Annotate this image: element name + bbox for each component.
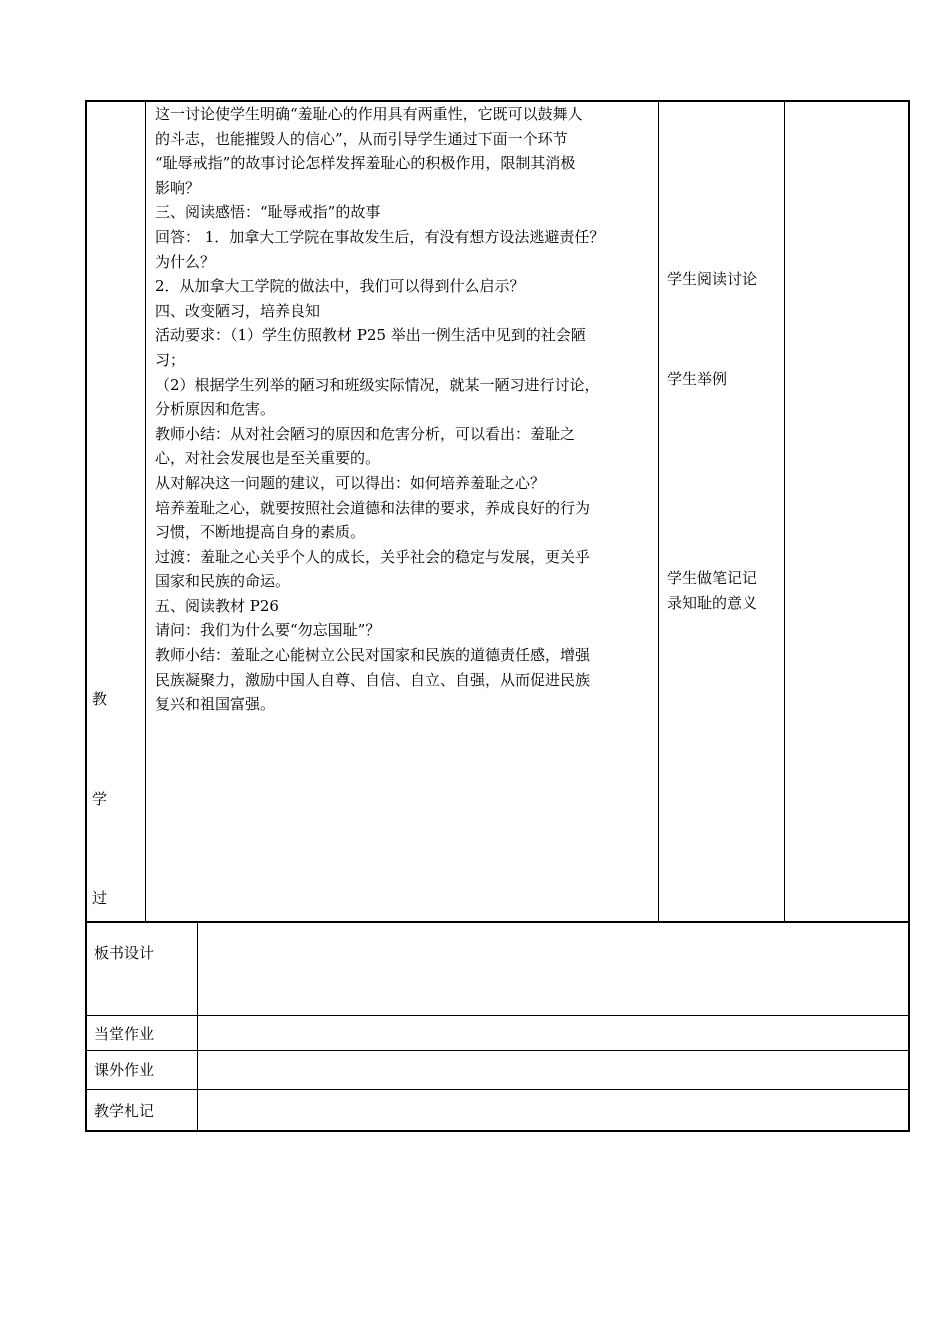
process-label-char-2: 学 (92, 790, 108, 808)
row-divider-top-section (85, 921, 910, 923)
process-label-char-3: 过 (92, 889, 108, 907)
board-design-label: 板书设计 (94, 944, 155, 962)
content-line: 为什么？ (155, 252, 216, 271)
content-line: 国家和民族的命运。 (155, 572, 291, 591)
content-line: 2．从加拿大工学院的做法中，我们可以得到什么启示？ (155, 277, 525, 296)
content-line: 复兴和祖国富强。 (155, 695, 276, 714)
content-line: 这一讨论使学生明确“羞耻心的作用具有两重性，它既可以鼓舞人 (155, 105, 583, 123)
content-line: 过渡：羞耻之心关乎个人的成长，关乎社会的稳定与发展，更关乎 (155, 547, 591, 566)
content-line: “耻辱戒指”的故事讨论怎样发挥羞耻心的积极作用，限制其消极 (155, 154, 576, 173)
student-take-notes-line1: 学生做笔记记 (667, 569, 758, 587)
content-line: 的斗志，也能摧毁人的信心”，从而引导学生通过下面一个环节 (155, 129, 568, 148)
content-line: 影响？ (155, 178, 201, 197)
content-line: 五、阅读教材 P26 (155, 596, 279, 615)
row-divider-board (85, 1015, 910, 1016)
col-divider-3 (784, 100, 785, 922)
class-homework-label: 当堂作业 (94, 1025, 155, 1043)
teaching-notes-label: 教学札记 (94, 1102, 155, 1120)
content-line: 分析原因和危害。 (155, 400, 276, 419)
content-line: 培养羞耻之心，就要按照社会道德和法律的要求，养成良好的行为 (155, 498, 591, 517)
content-line: （2）根据学生列举的陋习和班级实际情况，就某一陋习进行讨论， (155, 375, 600, 394)
extra-homework-label: 课外作业 (94, 1061, 155, 1079)
col-divider-2 (658, 100, 659, 922)
student-take-notes-line2: 录知耻的意义 (667, 594, 758, 612)
student-give-examples: 学生举例 (667, 370, 728, 388)
student-read-discuss: 学生阅读讨论 (667, 270, 758, 288)
content-line: 教师小结：羞耻之心能树立公民对国家和民族的道德责任感，增强 (155, 646, 591, 665)
content-line: 请问：我们为什么要“勿忘国耻”？ (155, 621, 381, 640)
content-line: 民族凝聚力，激励中国人自尊、自信、自立、自强，从而促进民族 (155, 670, 591, 689)
content-line: 回答： 1．加拿大工学院在事故发生后，有没有想方设法逃避责任？ (155, 227, 605, 246)
content-line: 教师小结：从对社会陋习的原因和危害分析，可以看出：羞耻之 (155, 424, 576, 443)
teaching-content (155, 102, 655, 717)
content-line: 四、改变陋习，培养良知 (155, 301, 321, 320)
content-line: 心，对社会发展也是至关重要的。 (155, 449, 381, 468)
col-divider-1 (145, 100, 146, 922)
row-divider-homework (85, 1089, 910, 1090)
bottom-label-divider (197, 922, 198, 1132)
content-line: 习惯，不断地提高自身的素质。 (155, 523, 366, 542)
process-label-char-1: 教 (92, 690, 108, 708)
content-line: 活动要求：（1）学生仿照教材 P25 举出一例生活中见到的社会陋 (155, 326, 586, 345)
content-line: 习； (155, 350, 186, 369)
row-divider-classwork (85, 1050, 910, 1051)
content-line: 三、阅读感悟：“耻辱戒指”的故事 (155, 203, 381, 222)
content-line: 从对解决这一问题的建议，可以得出：如何培养羞耻之心？ (155, 473, 546, 492)
